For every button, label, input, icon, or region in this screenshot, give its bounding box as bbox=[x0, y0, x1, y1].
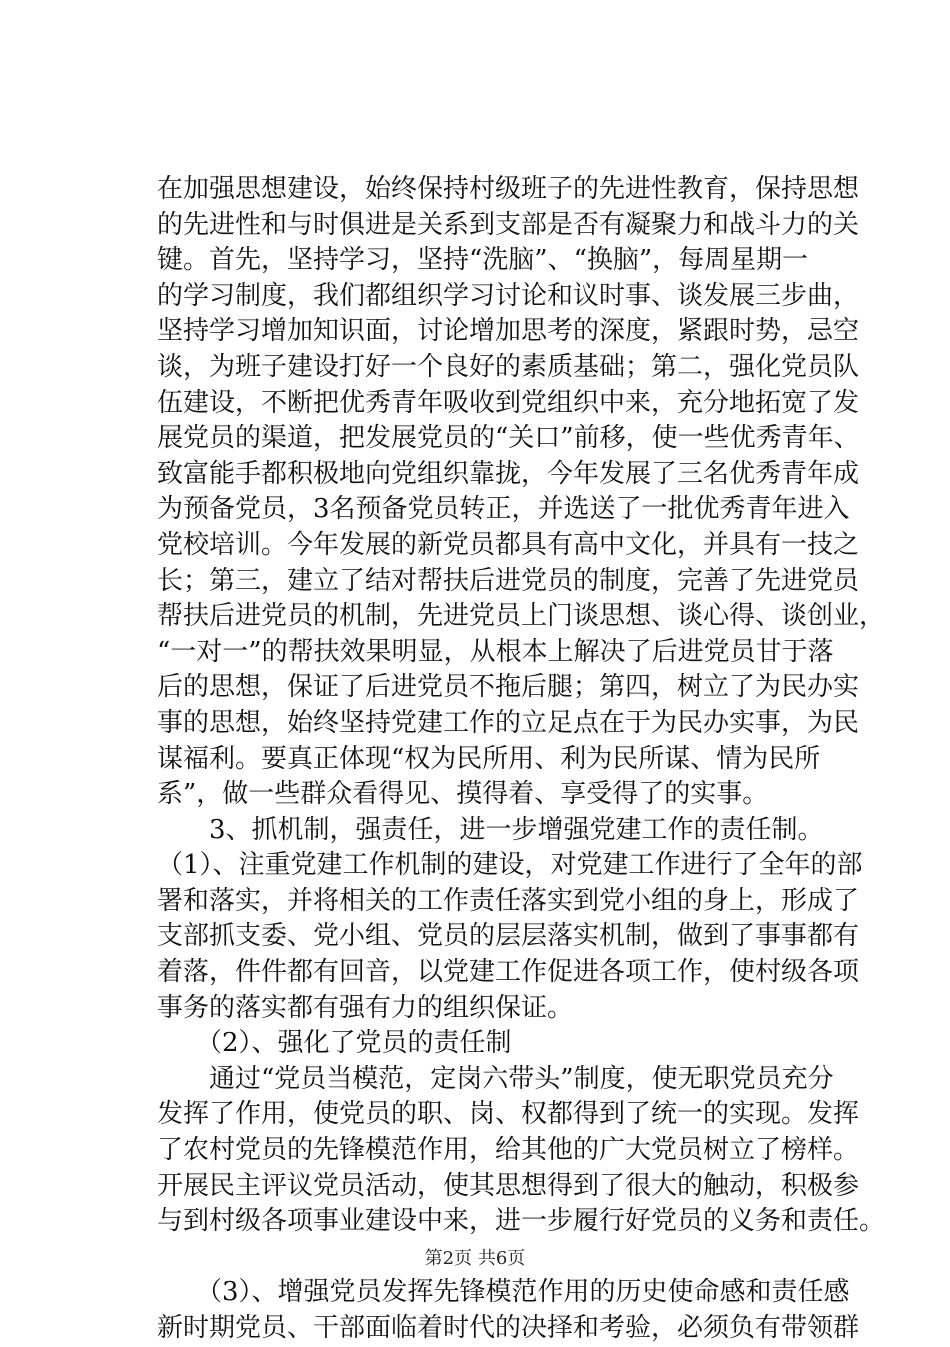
text-line: 为预备党员，3名预备党员转正，并选送了一批优秀青年进入 bbox=[157, 494, 850, 525]
text-line: 事的思想，始终坚持党建工作的立足点在于为民办实事，为民 bbox=[157, 707, 860, 738]
text-line: 开展民主评议党员活动，使其思想得到了很大的触动，积极参 bbox=[157, 1170, 860, 1201]
text-line: “一对一”的帮扶效果明显，从根本上解决了后进党员甘于落 bbox=[157, 636, 834, 667]
text-line: 新时期党员、干部面临着时代的决择和考验，必须负有带领群 bbox=[157, 1313, 860, 1343]
body-text bbox=[157, 172, 886, 1347]
text-line: 键。首先，坚持学习，坚持“洗脑”、“换脑”，每周星期一 bbox=[157, 245, 809, 276]
text-line: （1）、注重党建工作机制的建设，对党建工作进行了全年的部 bbox=[157, 850, 863, 881]
text-line: 致富能手都积极地向党组织靠拢，今年发展了三名优秀青年成 bbox=[157, 458, 860, 489]
subsection-heading-2: （2）、强化了党员的责任制 bbox=[157, 1028, 512, 1059]
text-line: 谋福利。要真正体现“权为民所用、利为民所谋、情为民所 bbox=[157, 743, 821, 774]
text-line: 支部抓支委、党小组、党员的层层落实机制，做到了事事都有 bbox=[157, 921, 860, 952]
text-line: 伍建设，不断把优秀青年吸收到党组织中来，充分地拓宽了发 bbox=[157, 387, 860, 418]
text-line: 谈，为班子建设打好一个良好的素质基础；第二，强化党员队 bbox=[157, 351, 860, 382]
text-line: 帮扶后进党员的机制，先进党员上门谈思想、谈心得、谈创业， bbox=[157, 601, 886, 632]
subsection-heading-3: （3）、增强党员发挥先锋模范作用的历史使命感和责任感 bbox=[157, 1277, 850, 1308]
section-heading-3: 3、抓机制，强责任，进一步增强党建工作的责任制。 bbox=[157, 814, 824, 845]
text-line: 与到村级各项事业建设中来，进一步履行好党员的义务和责任。 bbox=[157, 1206, 886, 1237]
text-line: 后的思想，保证了后进党员不拖后腿；第四，树立了为民办实 bbox=[157, 672, 860, 703]
text-line: 着落，件件都有回音，以党建工作促进各项工作，使村级各项 bbox=[157, 957, 860, 988]
text-line: 署和落实，并将相关的工作责任落实到党小组的身上，形成了 bbox=[157, 885, 860, 916]
text-line: 的学习制度，我们都组织学习讨论和议时事、谈发展三步曲， bbox=[157, 280, 860, 311]
text-line: 了农村党员的先锋模范作用，给其他的广大党员树立了榜样。 bbox=[157, 1135, 860, 1166]
text-line: 事务的落实都有强有力的组织保证。 bbox=[157, 992, 574, 1023]
page-number-footer: 第2页 共6页 bbox=[424, 1248, 526, 1269]
text-line: 的先进性和与时俱进是关系到支部是否有凝聚力和战斗力的关 bbox=[157, 209, 860, 240]
text-line: 坚持学习增加知识面，讨论增加思考的深度，紧跟时势，忌空 bbox=[157, 316, 860, 347]
text-line: 党校培训。今年发展的新党员都具有高中文化，并具有一技之 bbox=[157, 529, 860, 560]
text-line: 展党员的渠道，把发展党员的“关口”前移，使一些优秀青年、 bbox=[157, 423, 860, 454]
text-line: 在加强思想建设，始终保持村级班子的先进性教育，保持思想 bbox=[157, 174, 860, 204]
text-line: 通过“党员当模范，定岗六带头”制度，使无职党员充分 bbox=[157, 1063, 834, 1094]
text-line: 发挥了作用，使党员的职、岗、权都得到了统一的实现。发挥 bbox=[157, 1099, 860, 1130]
text-line: 系”，做一些群众看得见、摸得着、享受得了的实事。 bbox=[157, 779, 769, 810]
text-line: 长；第三，建立了结对帮扶后进党员的制度，完善了先进党员 bbox=[157, 565, 860, 596]
